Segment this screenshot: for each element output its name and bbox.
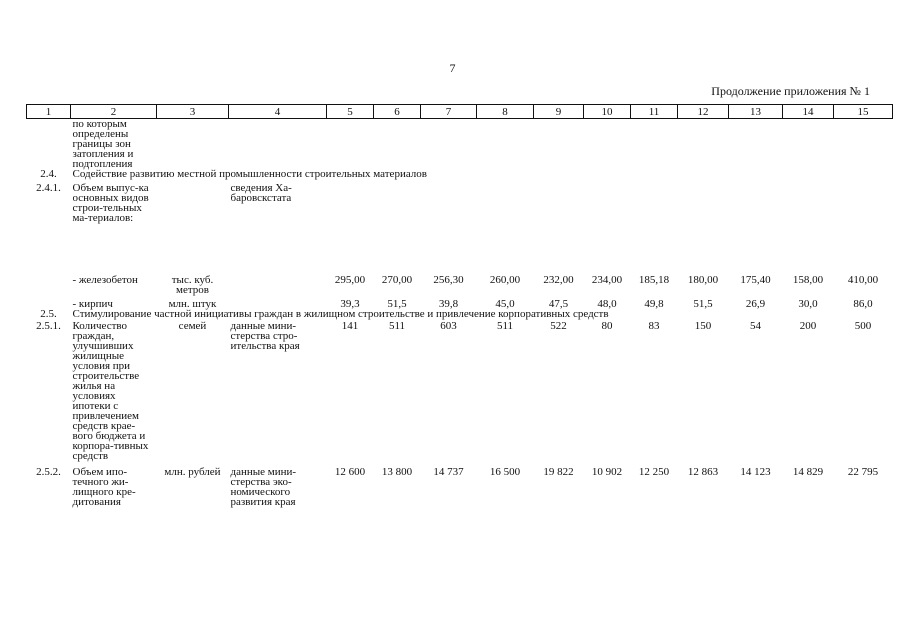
value-cell (421, 183, 477, 223)
section-row (27, 169, 893, 179)
column-header-1: 1 (27, 105, 71, 119)
unit-cell (157, 119, 229, 170)
value-cell (834, 119, 893, 170)
value-cell: 180,00 (687, 274, 719, 286)
value-cell (631, 183, 678, 223)
value-cell: 500 (854, 320, 872, 332)
table-row (27, 183, 893, 223)
value-cell: 256,30 (433, 274, 464, 286)
value-cell: 511 (388, 320, 406, 332)
value-cell: 47,5 (548, 298, 569, 310)
unit-cell: семей (178, 320, 207, 332)
value-cell: 260,00 (489, 274, 521, 286)
column-header-5: 5 (327, 105, 374, 119)
value-cell: 158,00 (792, 274, 824, 286)
value-cell (327, 183, 374, 223)
value-cell: 86,0 (853, 298, 873, 310)
column-header-10: 10 (584, 105, 631, 119)
unit-cell: млн. рублей (164, 466, 221, 478)
value-cell: 200 (799, 320, 817, 332)
value-cell: 45,0 (495, 298, 515, 310)
column-header-4: 4 (229, 105, 327, 119)
value-cell: 51,5 (693, 298, 713, 310)
column-header-2: 2 (71, 105, 157, 119)
indicator-name: Объем ипо-течного жи-лищного кре-дитования (72, 466, 136, 508)
source-cell (229, 275, 327, 295)
value-cell (783, 119, 834, 170)
row-number: 2.4.1. (36, 182, 61, 194)
value-cell: 22 795 (847, 466, 879, 478)
value-cell: 30,0 (798, 298, 818, 310)
value-cell: 232,00 (543, 274, 574, 286)
column-header-14: 14 (783, 105, 834, 119)
value-cell: 234,00 (591, 274, 623, 286)
unit-cell (157, 183, 229, 223)
value-cell: 16 500 (489, 466, 521, 478)
table-row (27, 467, 893, 507)
value-cell (631, 119, 678, 170)
table-row (27, 119, 893, 170)
value-cell: 603 (440, 320, 457, 332)
row-number (27, 119, 71, 170)
page-number: 7 (449, 61, 456, 75)
value-cell (834, 183, 893, 223)
value-cell: 19 822 (543, 466, 574, 478)
source-cell: данные мини-стерства стро-ительства края (230, 320, 300, 352)
column-header-3: 3 (157, 105, 229, 119)
row-number (27, 275, 71, 295)
value-cell: 14 123 (740, 466, 771, 478)
header-row (27, 105, 893, 119)
value-cell: 39,8 (438, 298, 459, 310)
value-cell (421, 119, 477, 170)
section-title: Стимулирование частной инициативы граждан в жилищном строительстве и привлечение корпоративных средств (72, 308, 609, 320)
row-number: 2.5. (40, 308, 57, 320)
value-cell (477, 119, 534, 170)
value-cell (729, 183, 783, 223)
section-title: Содействие развитию местной промышленности строительных материалов (72, 168, 427, 180)
value-cell (374, 183, 421, 223)
value-cell: 511 (496, 320, 514, 332)
value-cell: 295,00 (334, 274, 366, 286)
value-cell (678, 183, 729, 223)
value-cell: 150 (694, 320, 712, 332)
value-cell (584, 183, 631, 223)
column-header-9: 9 (534, 105, 584, 119)
value-cell: 12 863 (687, 466, 719, 478)
indicator-name: по которым определены границы зон затопления и подтопления (72, 118, 134, 170)
value-cell (584, 119, 631, 170)
value-cell (534, 119, 584, 170)
value-cell: 522 (550, 320, 567, 332)
table-row (27, 321, 893, 461)
value-cell: 39,3 (340, 298, 360, 310)
column-header-12: 12 (678, 105, 729, 119)
column-header-6: 6 (374, 105, 421, 119)
indicator-name: - кирпич (72, 298, 113, 310)
value-cell: 270,00 (381, 274, 413, 286)
value-cell: 141 (341, 320, 359, 332)
value-cell: 26,9 (745, 298, 766, 310)
indicator-name: Количество граждан, улучшивших жилищные условия при строительстве жилья на условиях ипотеки с привлечением средств крае-вого бюджета и корпора-тивных средств (72, 320, 149, 462)
value-cell: 83 (648, 320, 660, 332)
value-cell: 54 (750, 320, 761, 332)
value-cell: 49,8 (644, 298, 664, 310)
indicator-name: - железобетон (72, 274, 138, 286)
value-cell: 410,00 (847, 274, 879, 286)
value-cell: 14 829 (792, 466, 824, 478)
row-number: 2.4. (40, 168, 57, 180)
source-cell: сведения Ха-баровскстата (230, 182, 292, 204)
value-cell (327, 119, 374, 170)
column-header-8: 8 (477, 105, 534, 119)
value-cell (534, 183, 584, 223)
value-cell: 48,0 (597, 298, 617, 310)
value-cell: 175,40 (740, 274, 771, 286)
continuation-label: Продолжение приложения № 1 (711, 84, 870, 98)
value-cell (477, 183, 534, 223)
value-cell (783, 183, 834, 223)
source-cell: данные мини-стерства эко-номического развития края (230, 466, 297, 508)
section-row (27, 309, 893, 319)
indicator-name: Объем выпус-ка основных видов строи-тельных ма-териалов: (72, 182, 149, 224)
value-cell (729, 119, 783, 170)
value-cell: 14 737 (433, 466, 464, 478)
column-header-11: 11 (631, 105, 678, 119)
column-header-13: 13 (729, 105, 783, 119)
row-number: 2.5.1. (36, 320, 61, 332)
value-cell: 51,5 (387, 298, 407, 310)
value-cell: 12 600 (334, 466, 366, 478)
table-row (27, 275, 893, 295)
indicators-table (26, 104, 893, 507)
column-header-15: 15 (834, 105, 893, 119)
value-cell: 80 (601, 320, 613, 332)
value-cell: 185,18 (638, 274, 670, 286)
unit-cell: млн. штук (168, 298, 217, 310)
source-cell (229, 119, 327, 170)
value-cell (678, 119, 729, 170)
column-header-7: 7 (421, 105, 477, 119)
value-cell: 10 902 (591, 466, 623, 478)
value-cell (374, 119, 421, 170)
row-number: 2.5.2. (36, 466, 61, 478)
value-cell: 12 250 (638, 466, 670, 478)
value-cell: 13 800 (381, 466, 413, 478)
table-body (27, 119, 893, 508)
unit-cell: тыс. куб. метров (171, 274, 214, 296)
